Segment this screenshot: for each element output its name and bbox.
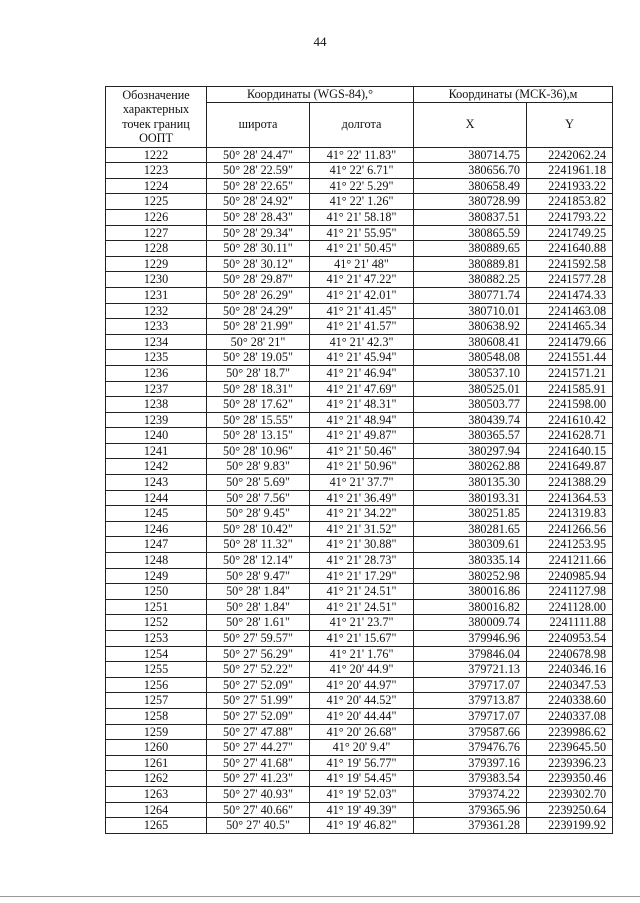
cell-latitude: 50° 28' 29.87" [207, 272, 310, 288]
cell-y: 2239396.23 [527, 755, 613, 771]
table-row [106, 818, 613, 834]
cell-longitude: 41° 21' 34.22" [310, 506, 414, 522]
cell-x: 380335.14 [414, 553, 527, 569]
cell-latitude: 50° 28' 29.34" [207, 225, 310, 241]
cell-latitude: 50° 28' 1.84" [207, 584, 310, 600]
cell-x: 380251.85 [414, 506, 527, 522]
cell-longitude: 41° 21' 50.45" [310, 241, 414, 257]
header-y: Y [527, 102, 613, 147]
cell-y: 2241463.08 [527, 303, 613, 319]
cell-longitude: 41° 21' 17.29" [310, 568, 414, 584]
cell-x: 380889.65 [414, 241, 527, 257]
cell-y: 2240337.08 [527, 708, 613, 724]
header-point: Обозначение характерных точек границ ООПТ [106, 87, 207, 148]
cell-latitude: 50° 27' 51.99" [207, 693, 310, 709]
cell-x: 379397.16 [414, 755, 527, 771]
table-row [106, 708, 613, 724]
cell-latitude: 50° 28' 5.69" [207, 475, 310, 491]
cell-x: 380009.74 [414, 615, 527, 631]
table-row [106, 209, 613, 225]
cell-longitude: 41° 21' 41.45" [310, 303, 414, 319]
cell-longitude: 41° 21' 1.76" [310, 646, 414, 662]
cell-longitude: 41° 21' 48.31" [310, 397, 414, 413]
cell-y: 2241211.66 [527, 553, 613, 569]
cell-latitude: 50° 28' 1.84" [207, 599, 310, 615]
header-latitude: широта [207, 102, 310, 147]
cell-latitude: 50° 28' 9.45" [207, 506, 310, 522]
cell-latitude: 50° 28' 24.92" [207, 194, 310, 210]
cell-y: 2241649.87 [527, 459, 613, 475]
cell-longitude: 41° 21' 58.18" [310, 209, 414, 225]
cell-point: 1243 [106, 475, 207, 491]
cell-longitude: 41° 21' 49.87" [310, 428, 414, 444]
cell-longitude: 41° 20' 44.97" [310, 677, 414, 693]
cell-longitude: 41° 21' 42.3" [310, 334, 414, 350]
table-row [106, 225, 613, 241]
table-row [106, 350, 613, 366]
cell-longitude: 41° 22' 11.83" [310, 147, 414, 163]
table-row [106, 677, 613, 693]
cell-longitude: 41° 21' 48" [310, 256, 414, 272]
cell-longitude: 41° 21' 50.96" [310, 459, 414, 475]
table-row [106, 771, 613, 787]
cell-longitude: 41° 21' 30.88" [310, 537, 414, 553]
cell-x: 380865.59 [414, 225, 527, 241]
cell-longitude: 41° 19' 49.39" [310, 802, 414, 818]
cell-y: 2241266.56 [527, 521, 613, 537]
cell-latitude: 50° 27' 40.5" [207, 818, 310, 834]
cell-x: 380503.77 [414, 397, 527, 413]
cell-x: 379946.96 [414, 631, 527, 647]
cell-point: 1226 [106, 209, 207, 225]
header-longitude: долгота [310, 102, 414, 147]
cell-y: 2241479.66 [527, 334, 613, 350]
cell-longitude: 41° 21' 47.69" [310, 381, 414, 397]
cell-latitude: 50° 28' 30.11" [207, 241, 310, 257]
cell-x: 379717.07 [414, 708, 527, 724]
cell-latitude: 50° 28' 24.47" [207, 147, 310, 163]
cell-point: 1258 [106, 708, 207, 724]
cell-x: 379717.07 [414, 677, 527, 693]
cell-latitude: 50° 27' 41.68" [207, 755, 310, 771]
cell-point: 1260 [106, 740, 207, 756]
table-row [106, 537, 613, 553]
cell-longitude: 41° 21' 31.52" [310, 521, 414, 537]
cell-point: 1235 [106, 350, 207, 366]
cell-point: 1245 [106, 506, 207, 522]
cell-y: 2241749.25 [527, 225, 613, 241]
cell-y: 2239250.64 [527, 802, 613, 818]
table-row [106, 662, 613, 678]
coordinates-table [105, 86, 613, 834]
cell-y: 2241592.58 [527, 256, 613, 272]
table-row [106, 163, 613, 179]
cell-x: 380728.99 [414, 194, 527, 210]
cell-longitude: 41° 21' 15.67" [310, 631, 414, 647]
cell-point: 1223 [106, 163, 207, 179]
cell-x: 380365.57 [414, 428, 527, 444]
table-row [106, 740, 613, 756]
table-row [106, 459, 613, 475]
cell-longitude: 41° 19' 52.03" [310, 786, 414, 802]
table-row [106, 412, 613, 428]
cell-x: 379846.04 [414, 646, 527, 662]
cell-longitude: 41° 22' 1.26" [310, 194, 414, 210]
cell-y: 2239986.62 [527, 724, 613, 740]
table-row [106, 334, 613, 350]
cell-latitude: 50° 28' 7.56" [207, 490, 310, 506]
table-row [106, 631, 613, 647]
cell-longitude: 41° 21' 28.73" [310, 553, 414, 569]
cell-latitude: 50° 27' 52.09" [207, 677, 310, 693]
cell-longitude: 41° 21' 55.95" [310, 225, 414, 241]
table-row [106, 365, 613, 381]
cell-point: 1263 [106, 786, 207, 802]
cell-point: 1239 [106, 412, 207, 428]
cell-point: 1249 [106, 568, 207, 584]
table-row [106, 599, 613, 615]
table-row [106, 475, 613, 491]
table-row [106, 147, 613, 163]
cell-point: 1224 [106, 178, 207, 194]
cell-latitude: 50° 28' 21.99" [207, 319, 310, 335]
cell-x: 379365.96 [414, 802, 527, 818]
cell-point: 1248 [106, 553, 207, 569]
cell-y: 2241577.28 [527, 272, 613, 288]
cell-x: 380193.31 [414, 490, 527, 506]
cell-latitude: 50° 27' 52.09" [207, 708, 310, 724]
cell-latitude: 50° 28' 1.61" [207, 615, 310, 631]
cell-point: 1237 [106, 381, 207, 397]
cell-y: 2241585.91 [527, 381, 613, 397]
page-number: 44 [313, 34, 327, 49]
cell-longitude: 41° 20' 9.4" [310, 740, 414, 756]
cell-point: 1242 [106, 459, 207, 475]
cell-longitude: 41° 20' 44.44" [310, 708, 414, 724]
cell-latitude: 50° 27' 41.23" [207, 771, 310, 787]
cell-x: 380710.01 [414, 303, 527, 319]
cell-y: 2241640.15 [527, 443, 613, 459]
cell-y: 2239645.50 [527, 740, 613, 756]
cell-latitude: 50° 28' 12.14" [207, 553, 310, 569]
cell-y: 2241128.00 [527, 599, 613, 615]
table-row [106, 506, 613, 522]
cell-latitude: 50° 28' 15.55" [207, 412, 310, 428]
cell-point: 1241 [106, 443, 207, 459]
cell-x: 380608.41 [414, 334, 527, 350]
table-row [106, 256, 613, 272]
cell-y: 2241474.33 [527, 287, 613, 303]
cell-latitude: 50° 27' 47.88" [207, 724, 310, 740]
cell-latitude: 50° 28' 17.62" [207, 397, 310, 413]
cell-point: 1222 [106, 147, 207, 163]
table-row [106, 755, 613, 771]
table-row [106, 584, 613, 600]
cell-latitude: 50° 28' 19.05" [207, 350, 310, 366]
cell-point: 1232 [106, 303, 207, 319]
table-row [106, 319, 613, 335]
cell-y: 2239302.70 [527, 786, 613, 802]
cell-x: 380714.75 [414, 147, 527, 163]
cell-point: 1254 [106, 646, 207, 662]
cell-y: 2241465.34 [527, 319, 613, 335]
cell-y: 2239199.92 [527, 818, 613, 834]
cell-point: 1252 [106, 615, 207, 631]
cell-longitude: 41° 21' 46.94" [310, 365, 414, 381]
cell-latitude: 50° 28' 21" [207, 334, 310, 350]
table-row [106, 381, 613, 397]
cell-point: 1225 [106, 194, 207, 210]
table-row [106, 194, 613, 210]
cell-x: 379713.87 [414, 693, 527, 709]
cell-longitude: 41° 19' 46.82" [310, 818, 414, 834]
cell-latitude: 50° 28' 9.47" [207, 568, 310, 584]
cell-x: 380016.86 [414, 584, 527, 600]
header-x: X [414, 102, 527, 147]
cell-x: 380135.30 [414, 475, 527, 491]
table-row [106, 553, 613, 569]
cell-longitude: 41° 21' 47.22" [310, 272, 414, 288]
cell-y: 2241253.95 [527, 537, 613, 553]
cell-point: 1231 [106, 287, 207, 303]
cell-point: 1240 [106, 428, 207, 444]
table-body [106, 147, 613, 833]
cell-x: 380016.82 [414, 599, 527, 615]
cell-longitude: 41° 21' 50.46" [310, 443, 414, 459]
cell-latitude: 50° 28' 18.7" [207, 365, 310, 381]
cell-x: 380537.10 [414, 365, 527, 381]
cell-longitude: 41° 21' 24.51" [310, 584, 414, 600]
cell-x: 380771.74 [414, 287, 527, 303]
cell-point: 1253 [106, 631, 207, 647]
header-wgs84: Координаты (WGS-84),° [207, 87, 414, 103]
cell-longitude: 41° 21' 48.94" [310, 412, 414, 428]
cell-longitude: 41° 21' 41.57" [310, 319, 414, 335]
cell-y: 2241388.29 [527, 475, 613, 491]
cell-latitude: 50° 28' 30.12" [207, 256, 310, 272]
cell-latitude: 50° 28' 10.42" [207, 521, 310, 537]
cell-y: 2241551.44 [527, 350, 613, 366]
cell-longitude: 41° 20' 26.68" [310, 724, 414, 740]
table-row [106, 443, 613, 459]
cell-y: 2240678.98 [527, 646, 613, 662]
cell-x: 379374.22 [414, 786, 527, 802]
table-row [106, 490, 613, 506]
cell-longitude: 41° 20' 44.52" [310, 693, 414, 709]
cell-latitude: 50° 27' 40.93" [207, 786, 310, 802]
cell-longitude: 41° 21' 45.94" [310, 350, 414, 366]
cell-latitude: 50° 28' 28.43" [207, 209, 310, 225]
cell-x: 380439.74 [414, 412, 527, 428]
cell-latitude: 50° 27' 52.22" [207, 662, 310, 678]
table-row [106, 786, 613, 802]
cell-point: 1234 [106, 334, 207, 350]
cell-longitude: 41° 19' 56.77" [310, 755, 414, 771]
cell-y: 2240346.16 [527, 662, 613, 678]
table-row [106, 397, 613, 413]
cell-latitude: 50° 28' 26.29" [207, 287, 310, 303]
cell-point: 1236 [106, 365, 207, 381]
cell-x: 379721.13 [414, 662, 527, 678]
cell-x: 380252.98 [414, 568, 527, 584]
cell-y: 2241853.82 [527, 194, 613, 210]
cell-y: 2241933.22 [527, 178, 613, 194]
cell-point: 1238 [106, 397, 207, 413]
cell-y: 2241319.83 [527, 506, 613, 522]
cell-longitude: 41° 20' 44.9" [310, 662, 414, 678]
cell-y: 2242062.24 [527, 147, 613, 163]
cell-x: 380837.51 [414, 209, 527, 225]
cell-point: 1233 [106, 319, 207, 335]
cell-x: 379476.76 [414, 740, 527, 756]
cell-y: 2241628.71 [527, 428, 613, 444]
cell-y: 2240338.60 [527, 693, 613, 709]
cell-y: 2241610.42 [527, 412, 613, 428]
cell-y: 2241640.88 [527, 241, 613, 257]
cell-y: 2241127.98 [527, 584, 613, 600]
cell-point: 1251 [106, 599, 207, 615]
cell-latitude: 50° 27' 59.57" [207, 631, 310, 647]
cell-y: 2241364.53 [527, 490, 613, 506]
table-row [106, 287, 613, 303]
cell-x: 380297.94 [414, 443, 527, 459]
cell-latitude: 50° 28' 22.59" [207, 163, 310, 179]
bottom-rule [0, 896, 640, 897]
cell-x: 379383.54 [414, 771, 527, 787]
cell-point: 1264 [106, 802, 207, 818]
cell-longitude: 41° 21' 36.49" [310, 490, 414, 506]
cell-y: 2241598.00 [527, 397, 613, 413]
cell-y: 2240347.53 [527, 677, 613, 693]
cell-y: 2241111.88 [527, 615, 613, 631]
cell-x: 379587.66 [414, 724, 527, 740]
cell-latitude: 50° 28' 9.83" [207, 459, 310, 475]
cell-longitude: 41° 21' 42.01" [310, 287, 414, 303]
cell-x: 380889.81 [414, 256, 527, 272]
table-row [106, 802, 613, 818]
cell-point: 1256 [106, 677, 207, 693]
cell-point: 1244 [106, 490, 207, 506]
cell-point: 1230 [106, 272, 207, 288]
cell-longitude: 41° 21' 37.7" [310, 475, 414, 491]
cell-x: 380882.25 [414, 272, 527, 288]
cell-longitude: 41° 21' 24.51" [310, 599, 414, 615]
cell-y: 2240953.54 [527, 631, 613, 647]
table-row [106, 724, 613, 740]
cell-latitude: 50° 27' 56.29" [207, 646, 310, 662]
table-row [106, 428, 613, 444]
cell-latitude: 50° 28' 22.65" [207, 178, 310, 194]
table-row [106, 521, 613, 537]
cell-latitude: 50° 27' 40.66" [207, 802, 310, 818]
cell-latitude: 50° 28' 11.32" [207, 537, 310, 553]
cell-x: 380638.92 [414, 319, 527, 335]
cell-latitude: 50° 28' 24.29" [207, 303, 310, 319]
table-row [106, 615, 613, 631]
cell-x: 380548.08 [414, 350, 527, 366]
cell-point: 1259 [106, 724, 207, 740]
table-row [106, 568, 613, 584]
cell-longitude: 41° 22' 5.29" [310, 178, 414, 194]
cell-x: 380281.65 [414, 521, 527, 537]
cell-latitude: 50° 28' 18.31" [207, 381, 310, 397]
cell-x: 380656.70 [414, 163, 527, 179]
cell-x: 380525.01 [414, 381, 527, 397]
cell-point: 1265 [106, 818, 207, 834]
cell-y: 2241961.18 [527, 163, 613, 179]
cell-longitude: 41° 21' 23.7" [310, 615, 414, 631]
cell-point: 1250 [106, 584, 207, 600]
table-row [106, 646, 613, 662]
cell-x: 380658.49 [414, 178, 527, 194]
table-row [106, 693, 613, 709]
cell-x: 379361.28 [414, 818, 527, 834]
cell-latitude: 50° 28' 10.96" [207, 443, 310, 459]
cell-latitude: 50° 28' 13.15" [207, 428, 310, 444]
cell-x: 380309.61 [414, 537, 527, 553]
cell-x: 380262.88 [414, 459, 527, 475]
table-row [106, 241, 613, 257]
table-row [106, 272, 613, 288]
table-row [106, 178, 613, 194]
cell-longitude: 41° 22' 6.71" [310, 163, 414, 179]
cell-y: 2241571.21 [527, 365, 613, 381]
cell-point: 1255 [106, 662, 207, 678]
cell-point: 1246 [106, 521, 207, 537]
table-row [106, 303, 613, 319]
cell-y: 2240985.94 [527, 568, 613, 584]
cell-y: 2241793.22 [527, 209, 613, 225]
cell-y: 2239350.46 [527, 771, 613, 787]
cell-latitude: 50° 27' 44.27" [207, 740, 310, 756]
cell-point: 1262 [106, 771, 207, 787]
cell-point: 1247 [106, 537, 207, 553]
cell-point: 1227 [106, 225, 207, 241]
header-msk36: Координаты (МСК-36),м [414, 87, 613, 103]
cell-point: 1228 [106, 241, 207, 257]
cell-longitude: 41° 19' 54.45" [310, 771, 414, 787]
cell-point: 1257 [106, 693, 207, 709]
cell-point: 1261 [106, 755, 207, 771]
cell-point: 1229 [106, 256, 207, 272]
